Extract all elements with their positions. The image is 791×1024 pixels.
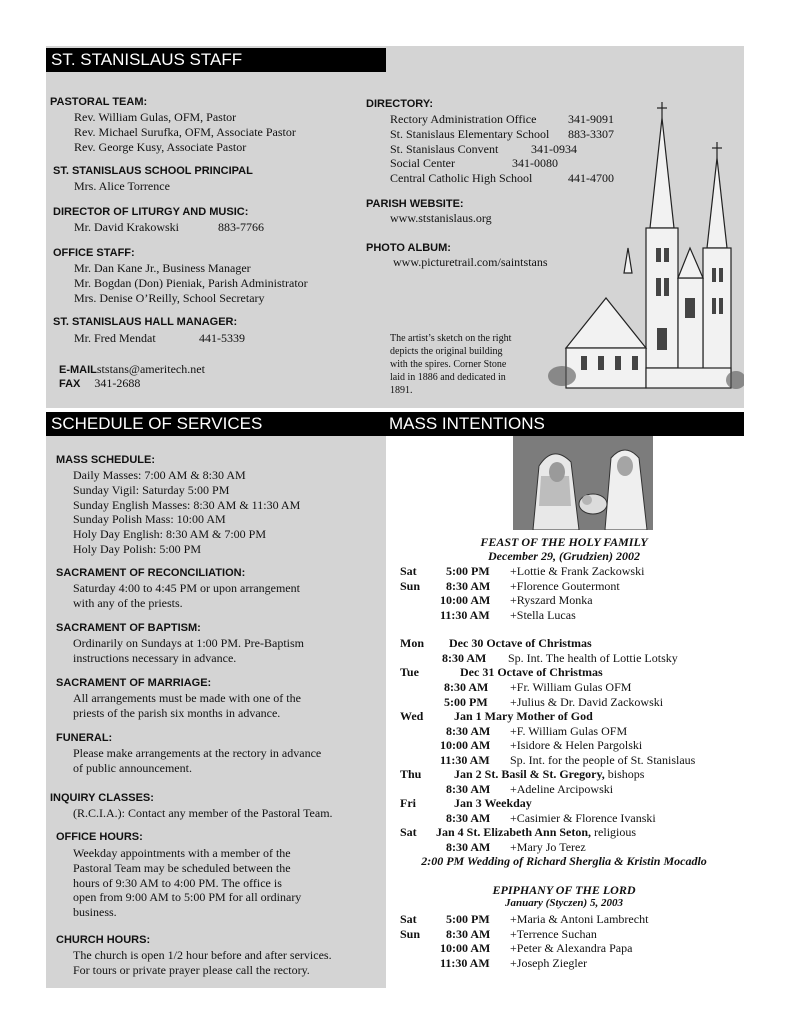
week-heading: Jan 2 St. Basil & St. Gregory, [454,767,605,781]
mass-schedule-lines [73,468,300,557]
caption-line: 1891. [390,385,413,396]
office-hours-lines [73,846,301,920]
email-address[interactable]: ststans@ameritech.net [96,362,205,376]
church-sketch [546,98,744,408]
office-staff-member: Mr. Bogdan (Don) Pieniak, Parish Administrator [74,275,308,290]
entry-time: 8:30 AM [446,578,491,593]
schedule-church-hours [56,934,332,978]
church-hours-line: For tours or private prayer please call the rectory. [73,962,310,977]
entry-text: +Florence Goutermont [510,578,620,593]
directory-phone: 441-4700 [568,171,614,186]
week-day: Thu [400,767,422,781]
week-time: 8:30 AM [446,810,491,825]
church-hours-lines [73,948,332,978]
marriage-lines [73,691,301,721]
marriage-label: SACRAMENT OF MARRIAGE: [56,677,212,689]
epiphany-time: 8:30 AM [446,926,491,941]
office-hours-line: open from 9:00 AM to 5:00 PM for all ordinary [73,890,302,905]
baptism-line: Ordinarily on Sundays at 1:00 PM. Pre-Baptism [73,636,304,650]
photo-album-label: PHOTO ALBUM: [366,242,451,254]
week-text: Sp. Int. The health of Lottie Lotsky [508,651,678,665]
inquiry-lines [73,806,333,821]
directory-entry-name: Social Center [390,156,455,171]
epiphany-time: 5:00 PM [446,912,490,926]
week-heading-line [436,825,636,839]
website-label: PARISH WEBSITE: [366,198,464,210]
reconciliation-label: SACRAMENT OF RECONCILIATION: [56,567,246,579]
fax-label: FAX [59,378,81,390]
office-staff-list [74,261,308,305]
staff-header: ST. STANISLAUS STAFF [46,48,386,72]
mass-schedule-line: Holy Day Polish: 5:00 PM [73,541,202,556]
week-text: +F. William Gulas OFM [510,723,628,738]
intentions-header: MASS INTENTIONS [384,412,744,436]
funeral-line: Please make arrangements at the rectory in advance [73,746,322,760]
pastoral-team-member: Rev. William Gulas, OFM, Pastor [74,110,237,124]
reconciliation-line: with any of the priests. [73,595,183,610]
entry-day: Sat [400,564,417,578]
church-hours-label: CHURCH HOURS: [56,934,151,946]
hall-manager-name: Mr. Fred Mendat [74,331,156,345]
week-time: 8:30 AM [446,723,491,738]
directory-phone: 341-0934 [531,141,577,156]
mass-schedule-label: MASS SCHEDULE: [56,454,156,466]
entry-time: 5:00 PM [446,564,490,578]
office-hours-label: OFFICE HOURS: [56,831,143,843]
week-text: +Julius & Dr. David Zackowski [510,694,664,709]
liturgy-phone: 883-7766 [218,220,264,234]
week-text: +Mary Jo Terez [510,839,586,854]
epiphany-time: 11:30 AM [440,955,490,970]
liturgy-name: Mr. David Krakowski [74,220,179,234]
mass-schedule-line: Sunday English Masses: 8:30 AM & 11:30 AM [73,497,301,512]
fax-number: 341-2688 [94,376,141,390]
caption-line: depicts the original building [390,346,503,357]
entry-text: +Stella Lucas [510,607,576,622]
email-label: E-MAIL [59,364,97,376]
entry-day: Sun [400,578,421,593]
liturgy-label: DIRECTOR OF LITURGY AND MUSIC: [53,206,249,218]
week-day: Sat [400,825,417,839]
week-heading: Dec 31 Octave of Christmas [460,665,603,679]
directory-phone: 883-3307 [568,126,614,141]
office-staff-member: Mrs. Denise O’Reilly, School Secretary [74,290,265,305]
directory-entry-name: St. Stanislaus Convent [390,141,499,156]
epiphany-time: 10:00 AM [440,941,491,955]
epiphany-text: +Peter & Alexandra Papa [510,941,633,955]
epiphany-text: +Terrence Suchan [510,926,597,941]
pastoral-team-member: Rev. George Kusy, Associate Pastor [74,139,247,154]
directory-names [390,112,549,186]
entry-text: +Lottie & Frank Zackowski [510,564,645,578]
week-time: 11:30 AM [440,752,490,767]
office-hours-line: Weekday appointments with a member of the [73,846,291,860]
sketch-caption [390,332,511,397]
directory-entry-name: St. Stanislaus Elementary School [390,126,550,141]
photo-album-link[interactable]: www.picturetrail.com/saintstans [393,255,548,269]
week-text: +Casimier & Florence Ivanski [510,810,656,825]
entry-time: 11:30 AM [440,607,490,622]
reconciliation-line: Saturday 4:00 to 4:45 PM or upon arrangement [73,581,300,595]
pastoral-team-list [74,110,296,154]
office-staff-member: Mr. Dan Kane Jr., Business Manager [74,261,251,275]
schedule-mass [56,454,300,557]
pastoral-team-label: PASTORAL TEAM: [50,96,148,108]
caption-line: with the spires. Corner Stone [390,359,507,370]
schedule-baptism [56,622,304,666]
funeral-lines [73,746,321,776]
directory-entry-name: Rectory Administration Office [390,112,537,126]
schedule-office-hours [56,831,301,920]
mass-schedule-line: Daily Masses: 7:00 AM & 8:30 AM [73,468,246,482]
principal-label: ST. STANISLAUS SCHOOL PRINCIPAL [53,165,253,177]
week-time: 8:30 AM [446,781,491,796]
week-text: +Isidore & Helen Pargolski [510,738,643,752]
week-time: 8:30 AM [442,651,487,665]
mass-schedule-line: Holy Day English: 8:30 AM & 7:00 PM [73,527,267,542]
schedule-inquiry [50,792,333,821]
hall-manager-phone: 441-5339 [199,331,245,345]
entry-time: 10:00 AM [440,593,491,607]
directory-label: DIRECTORY: [366,98,434,110]
week-time: 8:30 AM [444,680,489,694]
funeral-line: of public announcement. [73,760,192,775]
week-text: Sp. Int. for the people of St. Stanislaus [510,752,696,767]
marriage-line: priests of the parish six months in advance. [73,705,281,720]
office-hours-line: Pastoral Team may be scheduled between the [73,860,291,875]
funeral-label: FUNERAL: [56,732,113,744]
week-time: 8:30 AM [446,839,491,854]
schedule-marriage [56,677,301,721]
week-text: +Adeline Arcipowski [510,781,614,796]
week-heading-suffix: bishops [604,767,645,781]
week-heading: Jan 3 Weekday [454,796,532,810]
pastoral-team-member: Rev. Michael Surufka, OFM, Associate Pastor [74,124,296,139]
principal-name: Mrs. Alice Torrence [74,179,170,193]
church-hours-line: The church is open 1/2 hour before and after services. [73,948,332,962]
baptism-lines [73,636,304,666]
schedule-header: SCHEDULE OF SERVICES [46,412,386,436]
week-time: 10:00 AM [440,738,491,752]
week-day: Tue [400,665,419,679]
week-day: Mon [400,636,424,650]
entry-text: +Ryszard Monka [510,593,593,607]
inquiry-label: INQUIRY CLASSES: [50,792,154,804]
feast-title: FEAST OF THE HOLY FAMILY [480,535,648,549]
epiphany-title: EPIPHANY OF THE LORD [492,883,636,897]
week-heading: Jan 1 Mary Mother of God [454,709,593,723]
mass-schedule-line: Sunday Polish Mass: 10:00 AM [73,512,226,527]
week-heading: Dec 30 Octave of Christmas [449,636,592,650]
baptism-line: instructions necessary in advance. [73,650,237,665]
feast-date: December 29, (Grudzien) 2002 [488,549,640,563]
office-hours-line: hours of 9:30 AM to 4:00 PM. The office is [73,875,282,890]
hall-manager-label: ST. STANISLAUS HALL MANAGER: [53,316,238,328]
office-staff-label: OFFICE STAFF: [53,247,135,259]
week-heading: Jan 4 St. Elizabeth Ann Seton, [436,825,592,839]
week-time: 5:00 PM [444,694,488,709]
schedule-funeral [56,732,321,776]
directory-phone: 341-0080 [512,156,558,171]
baptism-label: SACRAMENT OF BAPTISM: [56,622,201,634]
inquiry-line: (R.C.I.A.): Contact any member of the Pastoral Team. [73,806,333,820]
marriage-line: All arrangements must be made with one of the [73,691,301,705]
caption-line: The artist’s sketch on the right [390,333,512,344]
caption-line: laid in 1886 and dedicated in [390,372,506,383]
epiphany-text: +Joseph Ziegler [510,955,588,970]
directory-phone: 341-9091 [568,112,614,126]
directory-entry-name: Central Catholic High School [390,171,533,186]
fax-line [59,374,140,392]
epiphany-day: Sun [400,926,421,941]
wedding-note: 2:00 PM Wedding of Richard Sherglia & Kristin Mocadlo [421,854,707,868]
week-text: +Fr. William Gulas OFM [510,680,632,694]
mass-schedule-line: Sunday Vigil: Saturday 5:00 PM [73,482,230,497]
week-heading-line [454,767,644,781]
website-link[interactable]: www.ststanislaus.org [390,211,492,225]
schedule-reconciliation [56,567,300,611]
reconciliation-lines [73,581,300,611]
week-heading-suffix: religious [591,825,637,839]
week-day: Fri [400,796,416,810]
week-day: Wed [400,709,424,723]
epiphany-date: January (Styczen) 5, 2003 [505,897,623,909]
office-hours-line: business. [73,905,117,920]
epiphany-text: +Maria & Antoni Lambrecht [510,912,649,926]
epiphany-day: Sat [400,912,417,926]
holy-family-image [513,436,653,530]
